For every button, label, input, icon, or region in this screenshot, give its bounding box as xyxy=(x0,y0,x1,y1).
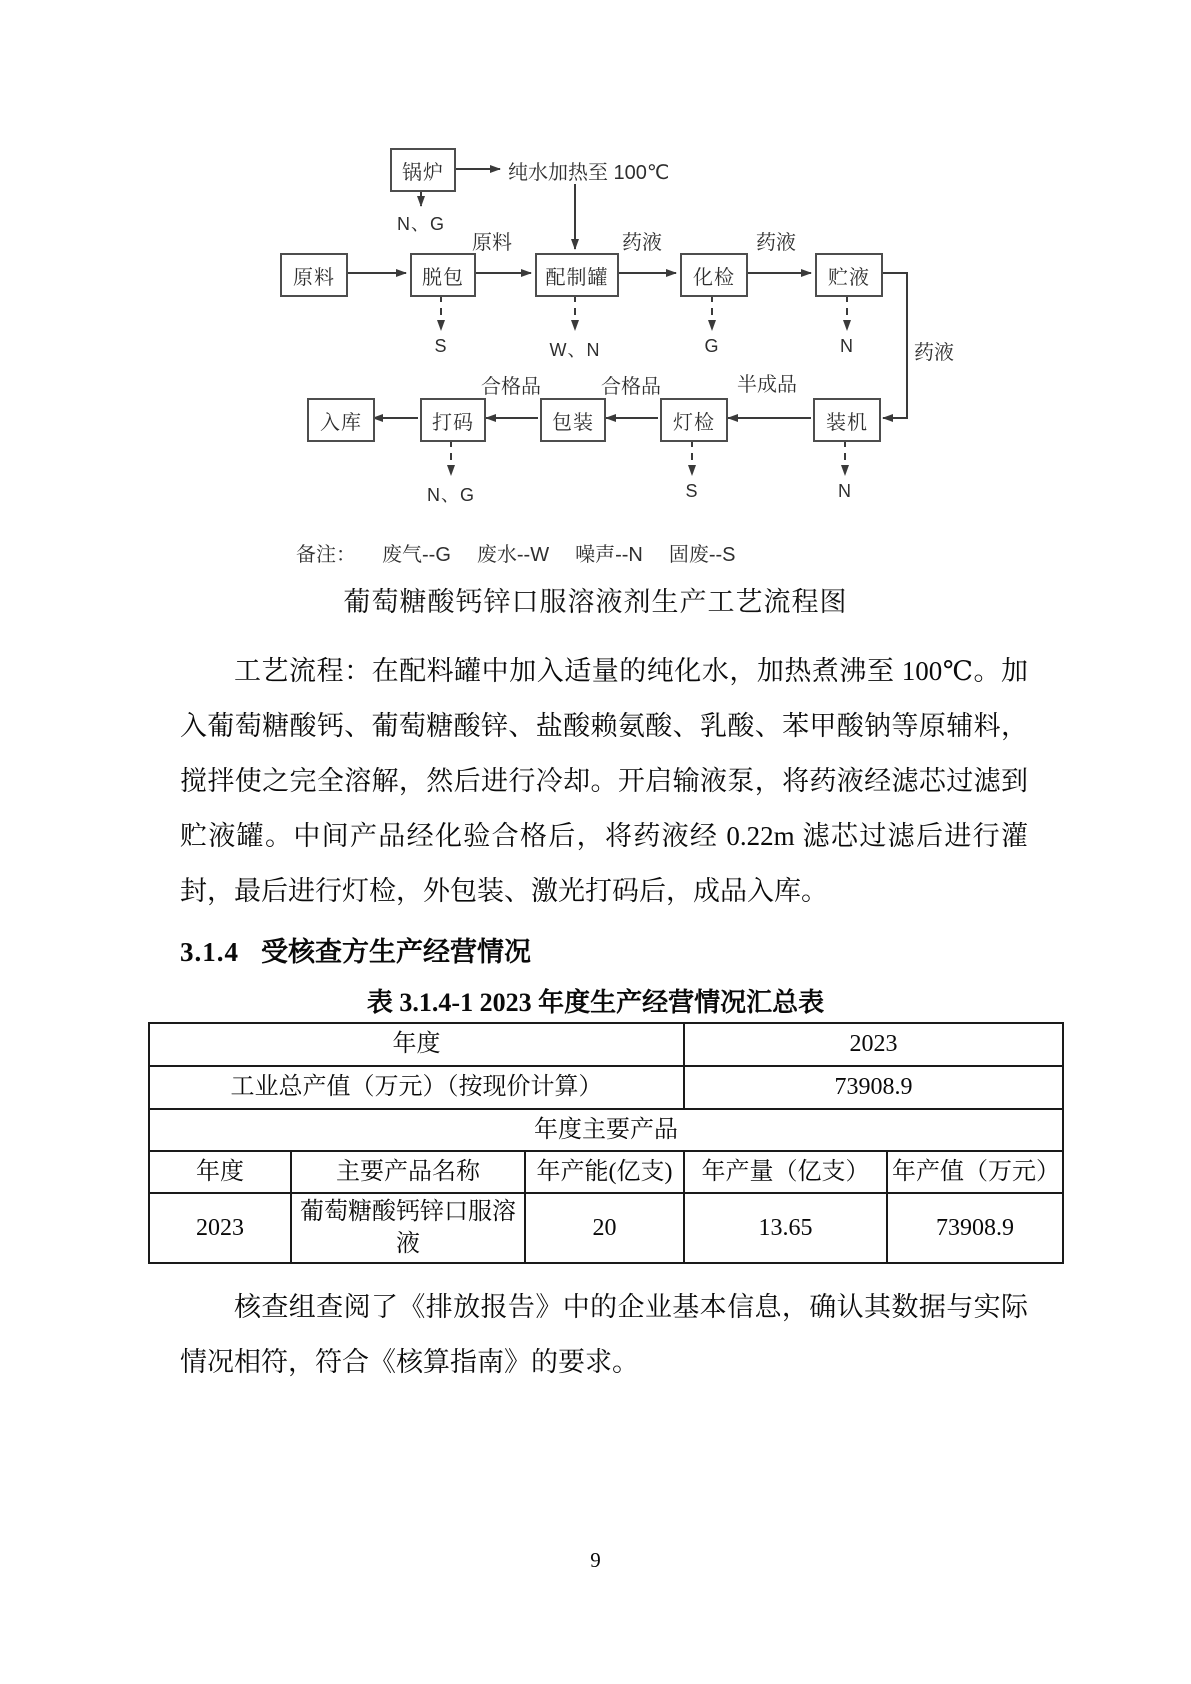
table-row-products-header xyxy=(149,1109,1063,1151)
table-row-column-headers xyxy=(149,1151,1063,1193)
flow-label-qualified-1: 合格品 xyxy=(481,376,541,398)
flow-box-code: 打码 xyxy=(420,398,486,442)
section-number: 3.1.4 xyxy=(180,937,239,967)
flow-label-semi-product: 半成品 xyxy=(737,374,797,396)
flow-box-warehouse: 入库 xyxy=(307,398,375,442)
flow-box-boiler: 锅炉 xyxy=(390,148,456,192)
section-heading xyxy=(180,930,531,969)
flow-label-liquid-1: 药液 xyxy=(622,232,662,254)
legend-label: 备注： xyxy=(296,544,356,566)
flow-box-test: 化检 xyxy=(680,253,748,297)
data-value: 73908.9 xyxy=(887,1193,1063,1263)
flow-box-fill: 装机 xyxy=(813,398,881,442)
flow-label-qualified-2: 合格品 xyxy=(601,376,661,398)
data-product: 葡萄糖酸钙锌口服溶液 xyxy=(291,1193,525,1263)
page-number: 9 xyxy=(590,1548,601,1572)
col-header-product: 主要产品名称 xyxy=(291,1151,525,1193)
table-row-product-data xyxy=(149,1193,1063,1263)
output-label-cell: 工业总产值（万元）（按现价计算） xyxy=(149,1066,684,1109)
emission-mix: W、N xyxy=(549,340,601,360)
production-summary-table xyxy=(148,1022,1064,1264)
process-flow-diagram xyxy=(250,140,980,630)
flow-label-liquid-2: 药液 xyxy=(756,232,796,254)
year-value-cell: 2023 xyxy=(684,1023,1063,1066)
emission-store: N xyxy=(840,336,854,356)
flow-box-raw: 原料 xyxy=(280,253,348,297)
legend-item-gas: 废气--G xyxy=(382,544,451,566)
data-year: 2023 xyxy=(149,1193,291,1263)
section-title: 受核查方生产经营情况 xyxy=(261,937,531,967)
flow-label-liquid-3: 药液 xyxy=(914,342,954,364)
year-label-cell: 年度 xyxy=(149,1023,684,1066)
legend-item-noise: 噪声--N xyxy=(575,544,643,566)
emission-lamp: S xyxy=(685,481,699,501)
flowchart-caption: 葡萄糖酸钙锌口服溶液剂生产工艺流程图 xyxy=(343,587,848,617)
conclusion-paragraph: 核查组查阅了《排放报告》中的企业基本信息，确认其数据与实际情况相符，符合《核算指南》的要求。 xyxy=(180,1292,1028,1377)
flow-label-raw-material: 原料 xyxy=(472,232,512,254)
flow-box-mix-tank: 配制罐 xyxy=(535,253,619,297)
flow-label-heated-water: 纯水加热至 100℃ xyxy=(508,162,670,184)
flowchart-legend xyxy=(296,538,762,567)
col-header-volume: 年产量（亿支） xyxy=(684,1151,887,1193)
col-header-year: 年度 xyxy=(149,1151,291,1193)
legend-item-solid: 固废--S xyxy=(668,544,736,566)
output-value-cell: 73908.9 xyxy=(684,1066,1063,1109)
flow-box-lamp: 灯检 xyxy=(660,398,728,442)
flow-box-store: 贮液 xyxy=(815,253,883,297)
col-header-value: 年产值（万元） xyxy=(887,1151,1063,1193)
table-caption: 表 3.1.4-1 2023 年度生产经营情况汇总表 xyxy=(366,988,825,1017)
legend-item-water: 废水--W xyxy=(476,544,550,566)
emission-boiler: N、G xyxy=(397,214,445,234)
flow-box-unpack: 脱包 xyxy=(410,253,476,297)
data-capacity: 20 xyxy=(525,1193,684,1263)
table-row-output xyxy=(149,1066,1063,1109)
emission-fill: N xyxy=(838,481,852,501)
process-description-paragraph: 工艺流程：在配料罐中加入适量的纯化水，加热煮沸至 100℃。加入葡萄糖酸钙、葡萄糖酸锌、盐酸赖氨酸、乳酸、苯甲酸钠等原辅料，搅拌使之完全溶解，然后进行冷却。开启输液泵，将药液经滤芯过滤到贮液罐。中间产品经化验合格后，将药液经 0.22m 滤芯过滤后进行灌封，最后进行灯检，外包装、激光打码后，成品入库。 xyxy=(180,656,1028,906)
emission-unpack: S xyxy=(434,336,448,356)
data-volume: 13.65 xyxy=(684,1193,887,1263)
products-header-cell: 年度主要产品 xyxy=(149,1109,1063,1151)
emission-test: G xyxy=(704,336,720,356)
col-header-capacity: 年产能(亿支) xyxy=(525,1151,684,1193)
emission-code: N、G xyxy=(427,485,475,505)
table-row-year xyxy=(149,1023,1063,1066)
flow-box-pack: 包装 xyxy=(540,398,606,442)
